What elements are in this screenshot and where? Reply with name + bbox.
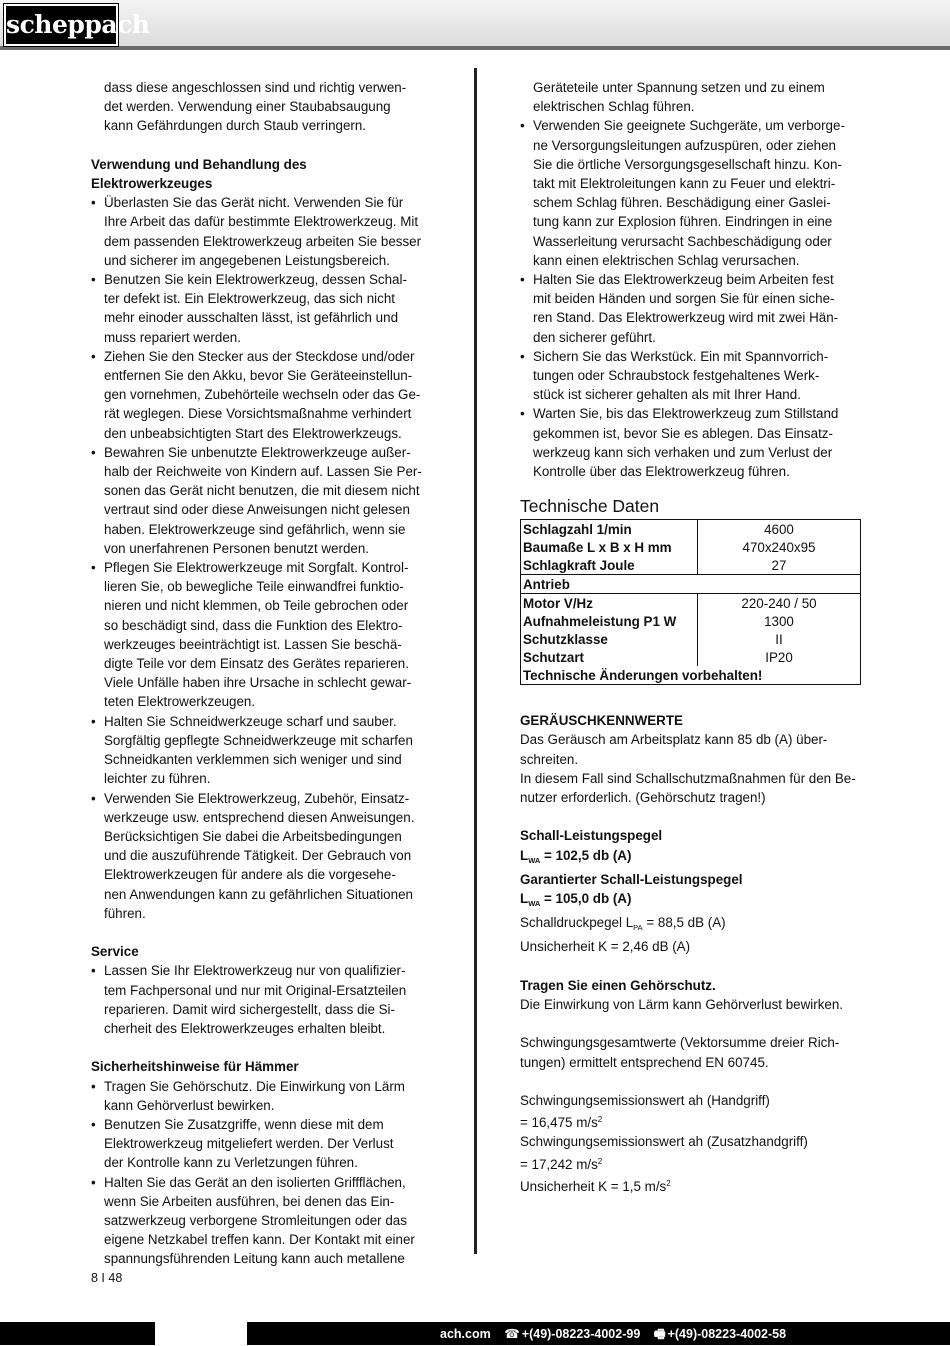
left-column (91, 78, 431, 1269)
continued-paragraph (520, 78, 862, 116)
table-row: Technische Änderungen vorbehalten! (523, 667, 763, 683)
page-header (0, 0, 950, 50)
list-item: • Halten Sie das Elektrowerkzeug beim Arbeiten fest mit beiden Händen und sorgen Sie für einen siche- ren Stand. Das Elektrowerkzeug wird mit zwei Hän- den sicherer geführt. (520, 270, 862, 347)
table-row: Antrieb (521, 575, 861, 594)
list-item: • Sichern Sie das Werkstück. Ein mit Spannvorrich- tungen oder Schraubstock festgehaltenes Werk- stück ist sicherer gehalten als mit Ihrer Hand. (520, 347, 862, 405)
list-item: • Benutzen Sie Zusatzgriffe, wenn diese mit dem Elektrowerkzeug mitgeliefert werden. Der Verlust der Kontrolle kann zu Verletzungen führen. (91, 1115, 431, 1173)
table-row: Schlagkraft Joule 27 (521, 556, 861, 575)
list-item: • Halten Sie Schneidwerkzeuge scharf und sauber. Sorgfältig gepflegte Schneidwerkzeuge mit scharfen Schneidkanten verklemmen sich weniger und sind leichter zu führen. (91, 712, 431, 789)
footer-white-block (155, 1322, 247, 1345)
list-item: • Bewahren Sie unbenutzte Elektrowerkzeuge außer- halb der Reichweite von Kindern auf. Lassen Sie Per- sonen das Gerät nicht benutzen, die mit diesem nicht vertraut sind oder diese Anweisungen nicht gelesen haben. Elektrowerkzeuge sind gefährlich, wenn sie von unerfahrenen Personen benutzt werden. (91, 443, 431, 558)
page-number: 8 I 48 (91, 1271, 123, 1285)
vibration-handle-label: Schwingungsemissionswert ah (Handgriff) (520, 1093, 770, 1109)
lpa-value: Schalldruckpegel $L_{PA} = 88,5$ dB (A) (520, 915, 726, 933)
table-row: Schlagzahl 1/min 4600 (521, 520, 861, 539)
intro-paragraph (91, 78, 431, 136)
list-item: • Tragen Sie Gehörschutz. Die Einwirkung von Lärm kann Gehörverlust bewirken. (91, 1077, 431, 1115)
text-line: Geräteteile unter Spannung setzen und zu einem (533, 80, 825, 95)
table-row: Aufnahmeleistung P1 W 1300 (521, 612, 861, 630)
sound-power-heading: Schall-Leistungspegel (520, 828, 663, 844)
hammer-safety-list (91, 1077, 431, 1269)
hearing-protection-text: Die Einwirkung von Lärm kann Gehörverlust bewirken. (520, 997, 844, 1013)
footer-contact (440, 1325, 786, 1346)
phone-icon: ☎ (504, 1327, 520, 1341)
noise-paragraph: Das Geräusch am Arbeitsplatz kann 85 db (A) über- schreiten. In diesem Fall sind Schallschutzmaßnahmen für den Be- nutzer erforderlich. (Gehörschutz tragen!) (520, 732, 856, 806)
list-item: • Verwenden Sie Elektrowerkzeug, Zubehör, Einsatz- werkzeuge usw. entsprechend diesen Anweisungen. Berücksichtigen Sie dabei die Arbeitsbedingungen und die auszuführende Tätigkeit. Der Gebrauch von Elektrowerkzeugen für andere als die vorgesehe- nen Anwendungen kann zu gefährlichen Situationen führen. (91, 789, 431, 923)
text-line: dass diese angeschlossen sind und richtig verwen- (104, 80, 407, 95)
list-item: • Pflegen Sie Elektrowerkzeuge mit Sorgfalt. Kontrol- lieren Sie, ob bewegliche Teile einwandfrei funktio- nieren und nicht klemmen, ob Teile gebrochen oder so beschädigt sind, dass die Funktion des Elektro- werkzeuges beeinträchtigt ist. Lassen Sie beschä- digte Teile vor dem Einsatz des Gerätes reparieren. Viele Unfälle haben ihre Ursache in schlecht gewar- teten Elektrowerkzeugen. (91, 558, 431, 712)
list-item: • Ziehen Sie den Stecker aus der Steckdose und/oder entfernen Sie den Akku, bevor Sie Geräteeinstellun- gen vornehmen, Zubehörteile wechseln oder das Ge- rät weglegen. Diese Vorsichtsmaßnahme verhindert den unbeabsichtigten Start des Elektrowerkzeugs. (91, 347, 431, 443)
hearing-protection-heading: Tragen Sie einen Gehörschutz. (520, 977, 716, 993)
fax-icon: 🖷 (653, 1327, 666, 1341)
vibration-handle-value: = 16,475 $m/s^2$ (520, 1115, 603, 1131)
list-item: • Verwenden Sie geeignete Suchgeräte, um verborge- ne Versorgungsleitungen aufzuspüren, oder ziehen Sie die örtliche Versorgungsgesellschaft hinzu. Kon- takt mit Elektroleitungen kann zu Feuer und elektri- schem Schlag führen. Beschädigung einer Gaslei- tung kann zur Explosion führen. Eindringen in eine Wasserleitung verursacht Sachbeschädigung oder kann einen elektrischen Schlag verursachen. (520, 116, 862, 270)
tech-data-title: Technische Daten (520, 496, 660, 517)
list-item: • Halten Sie das Gerät an den isolierten Griffflächen, wenn Sie Arbeiten ausführen, bei denen das Ein- satzwerkzeug verborgene Stromleitungen oder das eigene Netzkabel treffen kann. Der Kontakt mit einer spannungsführenden Leitung kann auch metallene (91, 1173, 431, 1269)
table-row: Schutzart IP20 (521, 648, 861, 666)
usage-list (91, 193, 431, 923)
uncertainty-db: Unsicherheit K = 2,46 dB (A) (520, 939, 691, 955)
section-heading-hammer-safety: Sicherheitshinweise für Hämmer (91, 1059, 299, 1075)
vibration-aux-handle-value: = 17,242 $m/s^2$ (520, 1156, 603, 1172)
right-column (520, 78, 862, 1196)
service-list (91, 961, 431, 1038)
list-item: • Überlasten Sie das Gerät nicht. Verwenden Sie für Ihre Arbeit das dafür bestimmte Elektrowerkzeug. Mit dem passenden Elektrowerkzeug arbeiten Sie besser und sicherer im angegebenen Leistungsbereich. (91, 193, 431, 270)
table-row: Motor V/Hz 220-240 / 50 (521, 594, 861, 613)
page-footer (0, 1322, 950, 1345)
footer-phone: +(49)-08223-4002-99 (521, 1327, 641, 1341)
text-line: det werden. Verwendung einer Staubabsaugung (104, 99, 391, 115)
uncertainty-vibration: Unsicherheit K = 1,5 $m/s^2$ (520, 1178, 671, 1194)
list-item: • Benutzen Sie kein Elektrowerkzeug, dessen Schal- ter defekt ist. Ein Elektrowerkzeug, das sich nicht mehr einoder ausschalten lässt, ist gefährlich und muss repariert werden. (91, 270, 431, 347)
column-divider (474, 68, 477, 1254)
text-line: kann Gefährdungen durch Staub verringern. (104, 118, 367, 134)
vibration-paragraph: Schwingungsgesamtwerte (Vektorsumme dreier Rich- tungen) ermittelt entsprechend EN 60745. (520, 1035, 840, 1070)
vibration-aux-handle-label: Schwingungsemissionswert ah (Zusatzhandgriff) (520, 1134, 808, 1150)
tech-data-table (520, 519, 861, 685)
table-row: Baumaße L x B x H mm 470x240x95 (521, 538, 861, 556)
section-heading-usage: Verwendung und Behandlung des Elektrowerkzeuges (91, 156, 307, 191)
section-heading-service: Service (91, 944, 139, 960)
table-row: Schutzklasse II (521, 630, 861, 648)
noise-heading: GERÄUSCHKENNWERTE (520, 713, 683, 729)
text-line: elektrischen Schlag führen. (533, 99, 695, 115)
tool-safety-list (520, 116, 862, 481)
list-item: • Lassen Sie Ihr Elektrowerkzeug nur von qualifizier- tem Fachpersonal und nur mit Original-Ersatzteilen reparieren. Damit wird sichergestellt, dass die Si- cherheit des Elektrowerkzeuges erhalten bleibt. (91, 961, 431, 1038)
lwa-guaranteed-value: $L_{WA} = 105,0$ db (A) (520, 891, 632, 909)
footer-fax: +(49)-08223-4002-58 (667, 1327, 787, 1341)
guaranteed-sound-power-heading: Garantierter Schall-Leistungspegel (520, 871, 743, 887)
lwa-value: $L_{WA} = 102,5$ db (A) (520, 847, 632, 865)
brand-logo: scheppach (4, 4, 118, 46)
list-item: • Warten Sie, bis das Elektrowerkzeug zum Stillstand gekommen ist, bevor Sie es ablegen. Das Einsatz- werkzeug kann sich verhaken und zum Verlust der Kontrolle über das Elektrowerkzeug führen. (520, 404, 862, 481)
footer-web: ach.com (440, 1327, 491, 1341)
